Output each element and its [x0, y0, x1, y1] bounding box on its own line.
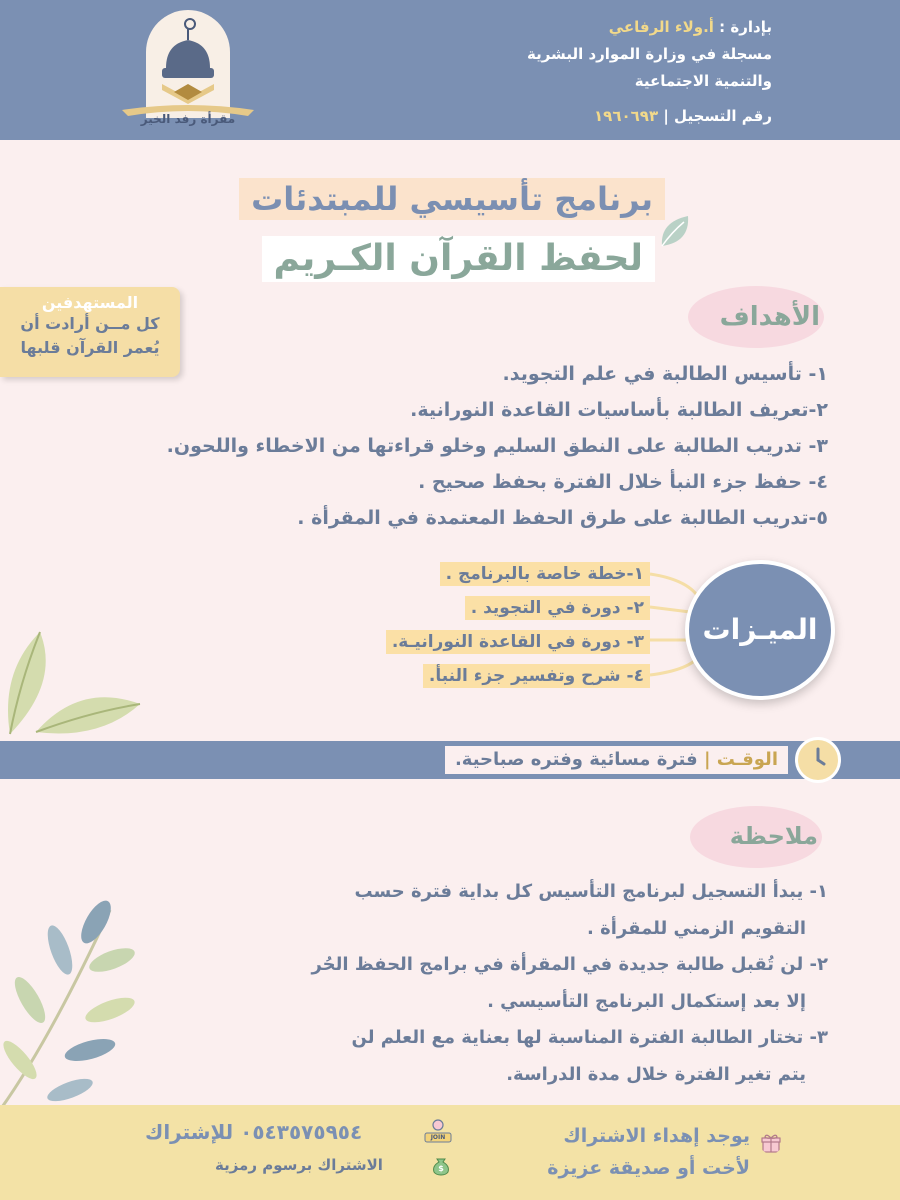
feature-item: ١-خطة خاصة بالبرنامج .: [440, 562, 650, 586]
goal-item: ٣- تدريب الطالبة على النطق السليم وخلو قراءتها من الاخطاء واللحون.: [166, 435, 828, 457]
gift-icon: [760, 1132, 782, 1154]
notes-heading: ملاحظة: [729, 822, 818, 850]
beneficiaries-line1: كل مــن أرادت أن: [20, 314, 160, 333]
phone-number[interactable]: ٠٥٤٣٥٧٥٩٥٤: [240, 1120, 363, 1144]
gift-text: [547, 1120, 750, 1184]
leaf-decoration-icon: [0, 622, 150, 742]
goal-item: ٢-تعريف الطالبة بأساسيات القاعدة النورانية.: [410, 399, 828, 421]
features-heading: الميـزات: [685, 560, 835, 700]
time-value: فترة مسائية وفتره صباحية.: [454, 749, 698, 770]
goal-item: ٤- حفظ جزء النبأ خلال الفترة بحفظ صحيح .: [418, 471, 828, 493]
goal-item: ١- تأسيس الطالبة في علم التجويد.: [502, 363, 828, 385]
feature-item: ٤- شرح وتفسير جزء النبأ.: [423, 664, 650, 688]
goals-heading: الأهداف: [719, 302, 820, 332]
join-badge-text: JOIN: [430, 1134, 446, 1141]
management-label: بإدارة :: [719, 18, 772, 36]
reg-number-label: رقم التسجيل |: [663, 107, 772, 125]
note-line: ٣- تختار الطالبة الفترة المناسبة لها بعناية مع العلم لن: [351, 1027, 828, 1048]
page-title-line1: برنامج تأسيسي للمبتدئات: [239, 178, 665, 220]
time-text: [445, 746, 788, 774]
fee-text: الاشتراك برسوم رمزية: [215, 1156, 383, 1174]
logo-text: مقرأة رفد الخير: [140, 112, 236, 126]
registration-line2: والتنمية الاجتماعية: [634, 72, 772, 90]
beneficiaries-title: المستهدفين: [41, 293, 139, 312]
time-label: الوقـت |: [703, 749, 778, 770]
management-name: أ.ولاء الرفاعي: [608, 18, 714, 36]
page-title-line2: لحفظ القرآن الكـريم: [262, 236, 655, 282]
note-line: التقويم الزمني للمقرأة .: [587, 917, 806, 939]
subscribe-label: للإشتراك: [145, 1120, 234, 1144]
subscribe-line: [145, 1120, 362, 1144]
goal-item: ٥-تدريب الطالبة على طرق الحفظ المعتمدة في المقرأة .: [297, 507, 828, 529]
note-line: ١- يبدأ التسجيل لبرنامج التأسيس كل بداية فترة حسب: [354, 881, 828, 902]
beneficiaries-line2: يُعمر القرآن قلبها: [20, 338, 160, 357]
clock-icon: [795, 737, 841, 783]
gift-line1: يوجد إهداء الاشتراك: [563, 1125, 750, 1147]
notes-list: [188, 874, 828, 1093]
note-line: ٢- لن تُقبل طالبة جديدة في المقرأة في برامج الحفظ الحُر: [311, 954, 828, 975]
registration-line1: مسجلة في وزارة الموارد البشرية: [527, 45, 772, 63]
gift-line2: لأخت أو صديقة عزيزة: [547, 1157, 750, 1179]
note-line: إلا بعد إستكمال البرنامج التأسيسي .: [487, 990, 806, 1012]
reg-number: ١٩٦٠٦٩٣: [594, 107, 659, 125]
money-bag-icon: [430, 1154, 452, 1176]
feature-item: ٣- دورة في القاعدة النورانيـة.: [386, 630, 650, 654]
note-line: يتم تغير الفترة خلال مدة الدراسة.: [506, 1063, 806, 1085]
join-user-icon: [423, 1118, 453, 1144]
feature-item: ٢- دورة في التجويد .: [465, 596, 650, 620]
svg-text:$: $: [438, 1164, 444, 1173]
leaf-decoration-icon: [0, 900, 140, 1120]
